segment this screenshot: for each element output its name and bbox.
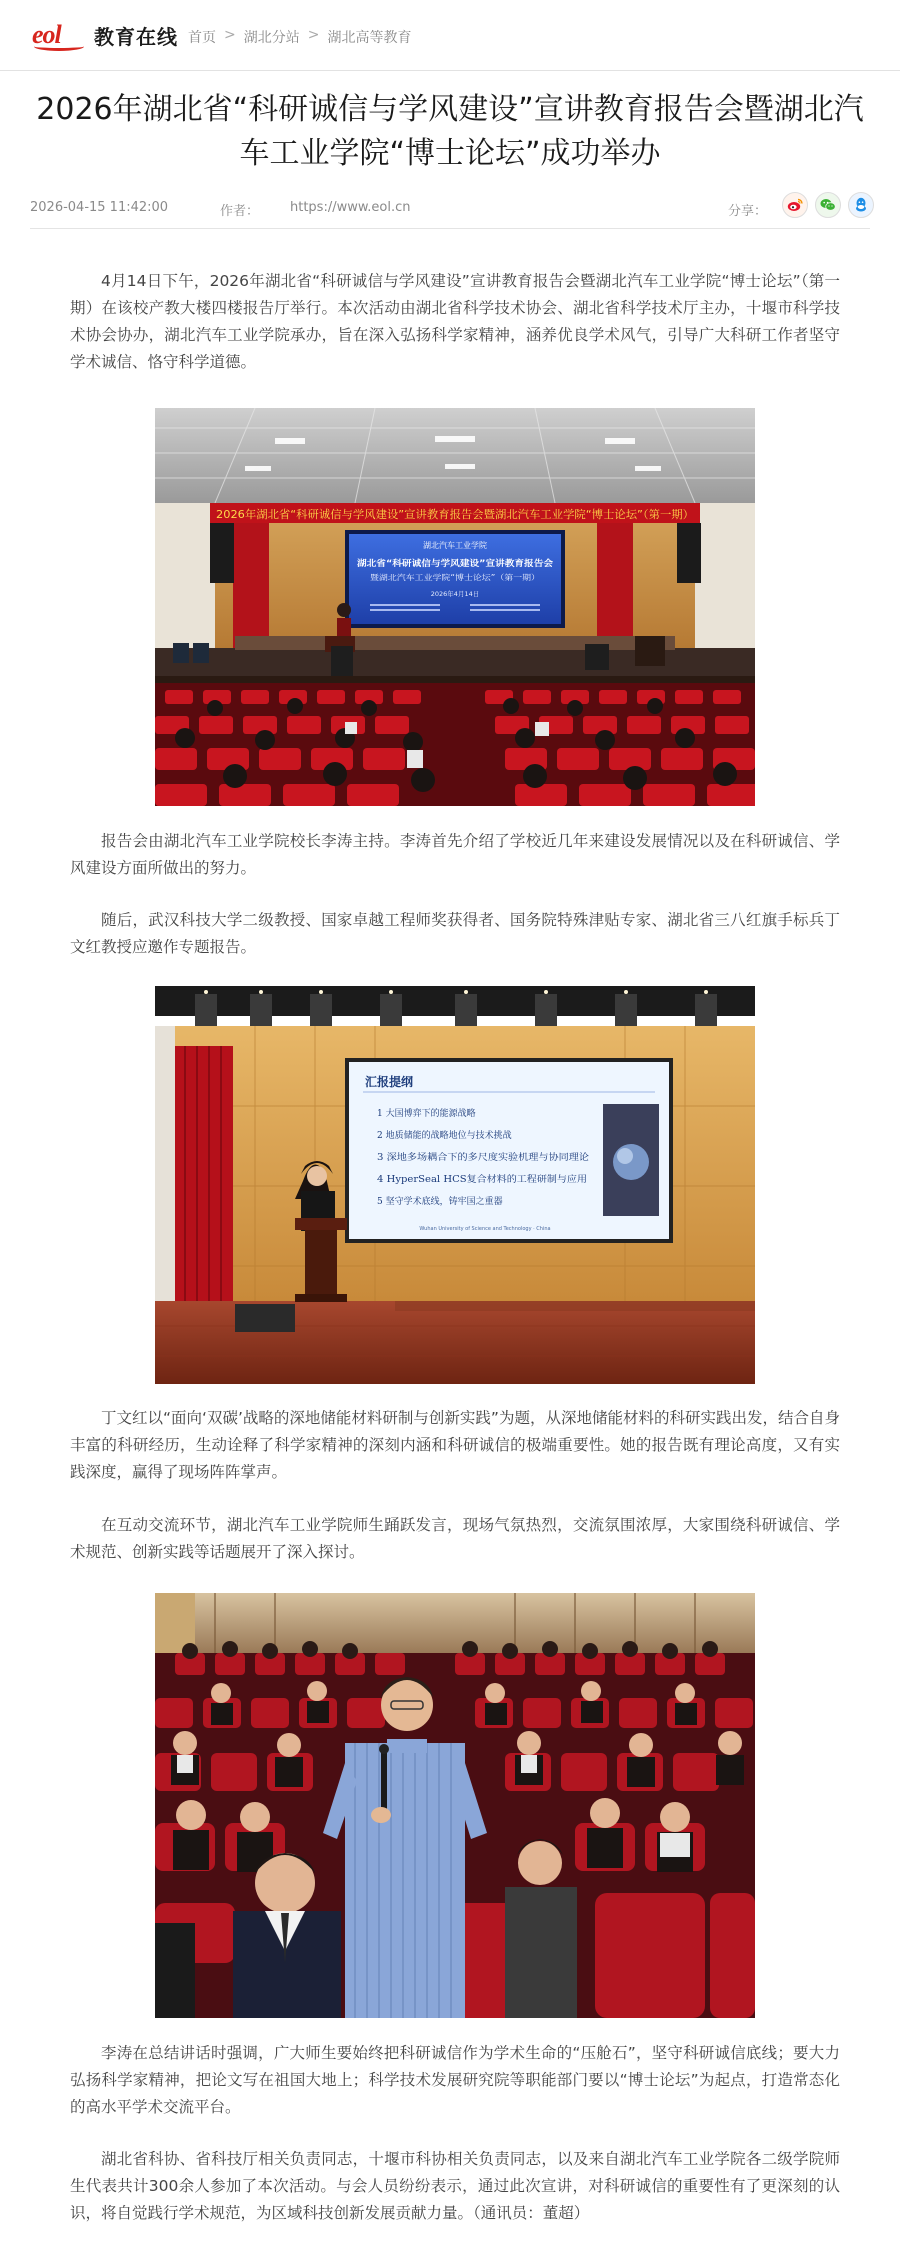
share-qq-button[interactable] [848, 192, 874, 218]
logo-text: 教育在线 [94, 24, 178, 49]
article-paragraph: 在互动交流环节，湖北汽车工业学院师生踊跃发言，现场气氛热烈，交流氛围浓厚，大家围绕科研诚信、学术规范、创新实践等话题展开了深入探讨。 [70, 1516, 840, 1561]
qq-icon [854, 197, 868, 213]
slide-item: 4 HyperSeal HCS复合材料的工程研制与应用 [377, 1175, 566, 1185]
site-header [0, 0, 900, 71]
screen-subtitle: 暨湖北汽车工业学院“博士论坛”（第一期） [370, 573, 513, 582]
article-paragraph: 湖北省科协、省科技厅相关负责同志，十堰市科协相关负责同志，以及来自湖北汽车工业学院各二级学院师生代表共计300余人参加了本次活动。与会人员纷纷表示，通过此次宣讲，对科研诚信的重要性有了更深刻的认识，将自觉践行学术规范，为区域科技创新发展贡献力量。（通讯员：董超） [70, 2150, 840, 2222]
article-photo-speaker [155, 986, 755, 1384]
slide-item: 1 大国博弈下的能源战略 [377, 1109, 476, 1119]
article-photo-audience-qa [155, 1593, 755, 2018]
author-label: 作者： [220, 204, 260, 219]
share-label: 分享： [728, 204, 768, 219]
breadcrumb-separator: > [224, 27, 236, 43]
screen-title: 湖北省“科研诚信与学风建设”宣讲教育报告会 [357, 559, 530, 569]
share-weibo-button[interactable] [782, 192, 808, 218]
meta-divider [30, 228, 870, 229]
source-url[interactable]: https://www.eol.cn [290, 200, 411, 215]
auditorium-banner: 2026年湖北省“科研诚信与学风建设”宣讲教育报告会暨湖北汽车工业学院“博士论坛”（第一期） [216, 508, 680, 521]
weibo-icon [787, 198, 803, 212]
screen-date: 2026年4月14日 [430, 590, 480, 598]
slide-footer: Wuhan University of Science and Technology · China [419, 1226, 551, 1232]
article-paragraph: 李涛在总结讲话时强调，广大师生要始终把科研诚信作为学术生命的“压舱石”，坚守科研诚信底线；要大力弘扬科学家精神，把论文写在祖国大地上；科学技术发展研究院等职能部门要以“博士论坛”为起点，打造常态化的高水平学术交流平台。 [70, 2044, 840, 2116]
article-title: 2026年湖北省“科研诚信与学风建设”宣讲教育报告会暨湖北汽车工业学院“博士论坛”成功举办 [36, 92, 864, 171]
slide-item: 2 地质储能的战略地位与技术挑战 [377, 1131, 512, 1141]
breadcrumb-home[interactable]: 首页 [188, 30, 216, 46]
breadcrumb-separator: > [307, 27, 320, 43]
breadcrumb-higher-education[interactable]: 湖北高等教育 [327, 30, 412, 46]
article-paragraph: 随后，武汉科技大学二级教授、国家卓越工程师奖获得者、国务院特殊津贴专家、湖北省三八红旗手标兵丁文红教授应邀作专题报告。 [70, 911, 840, 956]
article-meta [30, 192, 870, 222]
screen-org: 湖北汽车工业学院 [423, 541, 487, 550]
share-wechat-button[interactable] [815, 192, 841, 218]
logo-mark-text: eol [32, 20, 61, 49]
slide-heading: 汇报提纲 [365, 1075, 414, 1089]
publish-date: 2026-04-15 11:42:00 [30, 200, 169, 215]
breadcrumb [188, 27, 411, 47]
article-paragraph: 4月14日下午，2026年湖北省“科研诚信与学风建设”宣讲教育报告会暨湖北汽车工业学院“博士论坛”（第一期）在该校产教大楼四楼报告厅举行。本次活动由湖北省科学技术协会、湖北省科学技术厅主办，十堰市科学技术协会协办，湖北汽车工业学院承办，旨在深入弘扬科学家精神，涵养优良学术风气，引导广大科研工作者坚守学术诚信、恪守科学道德。 [70, 272, 840, 371]
wechat-icon [820, 198, 836, 212]
site-logo[interactable] [32, 18, 178, 52]
breadcrumb-hubei-station[interactable]: 湖北分站 [243, 30, 300, 46]
article-paragraph: 丁文红以“面向‘双碳’战略的深地储能材料研制与创新实践”为题，从深地储能材料的科研实践出发，结合自身丰富的科研经历，生动诠释了科学家精神的深刻内涵和科研诚信的极端重要性。她的报告既有理论高度，又有实践深度，赢得了现场阵阵掌声。 [70, 1409, 840, 1481]
eol-logo-icon [32, 18, 88, 52]
article-photo-auditorium [155, 408, 755, 806]
slide-item: 3 深地多场耦合下的多尺度实验机理与协同理论 [377, 1153, 566, 1163]
slide-item: 5 坚守学术底线，铸牢国之重器 [377, 1197, 503, 1207]
article-paragraph: 报告会由湖北汽车工业学院校长李涛主持。李涛首先介绍了学校近几年来建设发展情况以及在科研诚信、学风建设方面所做出的努力。 [70, 832, 840, 877]
